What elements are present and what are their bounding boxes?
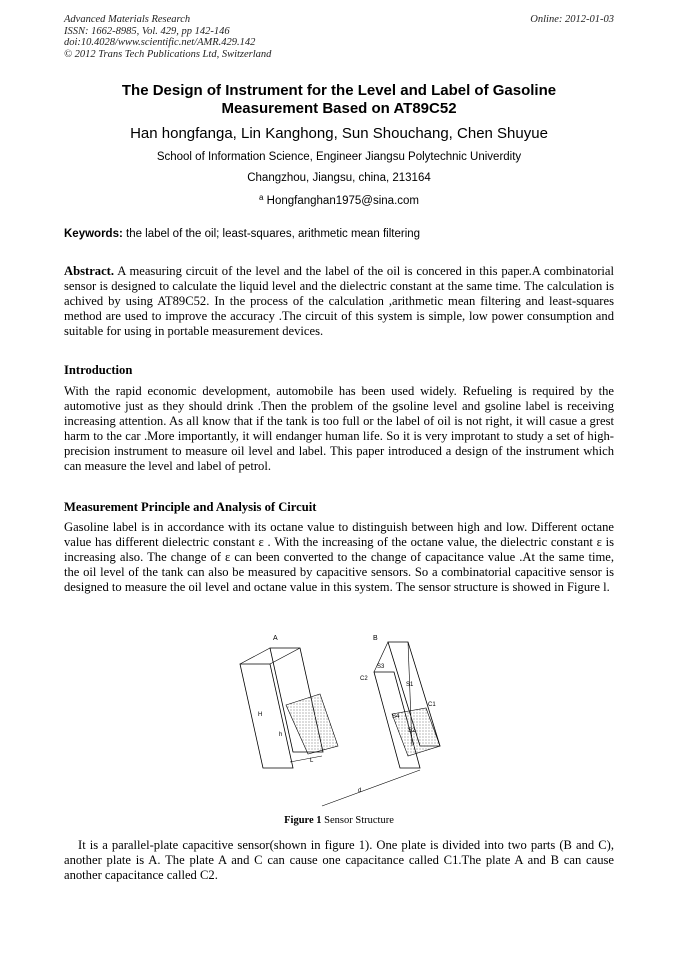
label-d: d xyxy=(358,788,362,794)
introduction-heading: Introduction xyxy=(64,363,133,377)
abstract-text: A measuring circuit of the level and the label of the oil is concered in this paper.A combinatorial sensor is designed to calculate the liquid level and the dielectric constant at the same time. The calculation is achived by using AT89C52. In the process of the calculation ,arithmetic mean filtering and least-squares method are used to improve the accuracy .The circuit of this system is simple, low power consumption and suitable for using in portable measurement devices. xyxy=(64,264,614,338)
label-c2: C2 xyxy=(360,676,368,682)
figure-caption-text: Sensor Structure xyxy=(321,815,394,826)
paper-title xyxy=(80,82,598,118)
doi: doi:10.4028/www.scientific.net/AMR.429.142 xyxy=(64,37,256,48)
principle-heading: Measurement Principle and Analysis of Circuit xyxy=(64,500,317,514)
label-s2: S2 xyxy=(408,728,416,734)
liquid-fill-a xyxy=(286,694,338,754)
email-superscript: a xyxy=(259,193,264,202)
label-b: B xyxy=(373,635,378,642)
label-s1: S1 xyxy=(406,682,414,688)
label-H: H xyxy=(258,712,263,718)
keywords-label: Keywords: xyxy=(64,228,123,240)
journal-metadata xyxy=(64,14,271,60)
figure-caption-label: Figure 1 xyxy=(284,815,322,826)
figure-caption xyxy=(64,815,614,826)
abstract-label: Abstract. xyxy=(64,264,115,278)
title-line-2: Measurement Based on AT89C52 xyxy=(221,100,457,117)
abstract xyxy=(64,264,614,339)
label-L: L xyxy=(310,758,314,764)
online-date: Online: 2012-01-03 xyxy=(530,14,614,25)
email-line xyxy=(40,193,638,207)
issn: ISSN: 1662-8985, Vol. 429, pp 142-146 xyxy=(64,25,230,37)
copyright: © 2012 Trans Tech Publications Ltd, Switzerland xyxy=(64,48,272,60)
sensor-structure-figure xyxy=(230,628,450,810)
sensor-description-text: It is a parallel-plate capacitive sensor(shown in figure 1). One plate is divided into two parts (B and C), another plate is A. The plate A and C can cause one capacitance called C1.The plate A and B can cause another capacitance called C2. xyxy=(64,838,614,882)
introduction-text: With the rapid economic development, automobile has been used widely. Refueling is required by the automotive just as they should drink .Then the problem of the gsoline level and gsoline label is receiving increasing attention. As all know that if the tank is too full or the label of oil is not right, it will casue a grest harm to the car .More importantly, it will endanger human life. So it is very improtant to study a set of high-precision instrument to measure oil level and label. This paper introduced a design of the instrument which can measure the level and label of petrol. xyxy=(64,384,614,473)
title-line-1: The Design of Instrument for the Level and Label of Gasoline xyxy=(121,82,557,99)
keywords-text: the label of the oil; least-squares, arithmetic mean filtering xyxy=(126,228,421,240)
keywords xyxy=(64,228,614,240)
journal-name: Advanced Materials Research xyxy=(64,14,191,25)
label-s3: S3 xyxy=(377,664,385,670)
address: Changzhou, Jiangsu, china, 213164 xyxy=(247,172,431,184)
label-c1: C1 xyxy=(428,702,436,708)
affiliation: School of Information Science, Engineer Jiangsu Polytechnic Univerdity xyxy=(156,151,522,163)
label-a: A xyxy=(273,635,278,642)
principle-text: Gasoline label is in accordance with its octane value to distinguish between high and low. Different octane value has different dielectric constant ε . With the increasing of the octane value, the dielectric constant ε is increasing also. The change of ε can been converted to the change of capacitance value .At the same time, the oil level of the tank can also be measured by capacitive sensors. So a combinatorial capacitive sensor is designed to measure the oil level and octane value in this system. The sensor structure is showed in Figure l. xyxy=(64,520,614,594)
label-h: h xyxy=(279,732,283,738)
authors: Han hongfanga, Lin Kanghong, Sun Shouchang, Chen Shuyue xyxy=(130,125,548,142)
dimension-d-line xyxy=(322,770,420,806)
email: Hongfanghan1975@sina.com xyxy=(266,195,419,207)
label-s4: S4 xyxy=(392,714,400,720)
